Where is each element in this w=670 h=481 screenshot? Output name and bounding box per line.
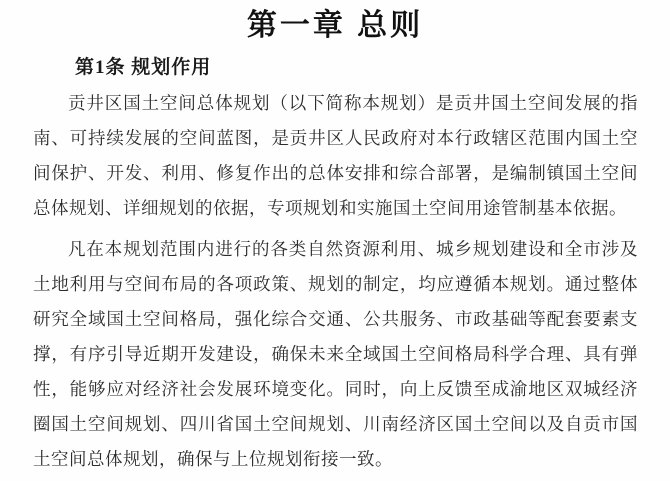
article-heading: 第1条 规划作用 [75, 57, 212, 78]
paragraph-plan-compliance: 凡在本规划范围内进行的各类自然资源利用、城乡规划建设和全市涉及土地利用与空间布局的各项政策、规划的制定，均应遵循本规划。通过整体研究全域国土空间格局，强化综合交通、公共服务、市政基础等配套要素支撑，有序引导近期开发建设，确保未来全域国土空间格局科学合理、具有弹性，能够应对经济社会发展环境变化。同时，向上反馈至成渝地区双城经济圈国土空间规划、四川省国土空间规划、川南经济区国土空间以及自贡市国土空间总体规划，确保与上位规划衔接一致。 [33, 239, 638, 469]
chapter-title: 第一章 总则 [246, 9, 424, 42]
paragraph-plan-role: 贡井区国土空间总体规划（以下简称本规划）是贡井国土空间发展的指南、可持续发展的空间蓝图，是贡井区人民政府对本行政辖区范围内国土空间保护、开发、利用、修复作出的总体安排和综合部署，是编制镇国土空间总体规划、详细规划的依据，专项规划和实施国土空间用途管制基本依据。 [33, 93, 638, 218]
